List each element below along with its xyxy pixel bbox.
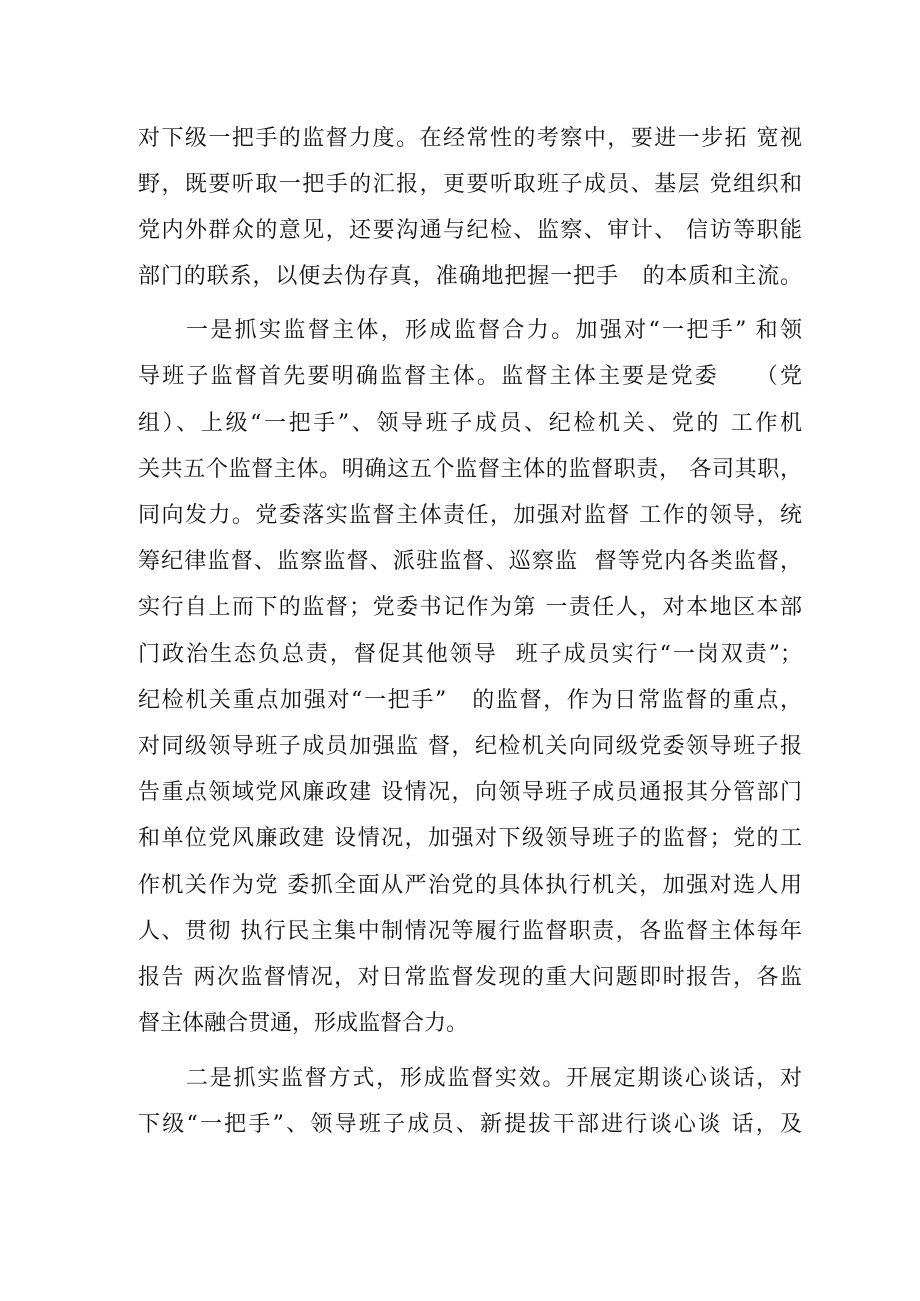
text-line: 人、贯彻 执行民主集中制情况等履行监督职责，各监督主体每年 (138, 919, 802, 944)
text-line: 筹纪律监督、监察监督、派驻监督、巡察监 督等党内各类监督， (138, 549, 802, 574)
text-line: 导班子监督首先要明确监督主体。监督主体主要是党委 （党 (138, 364, 802, 389)
text-line: 督主体融合贯通，形成监督合力。 (138, 1011, 469, 1036)
text-line: 部门的联系，以便去伪存真，准确地把握一把手 的本质和主流。 (138, 264, 802, 289)
text-line: 一是抓实监督主体，形成监督合力。加强对“一把手” 和领 (186, 318, 802, 343)
text-line: 党内外群众的意见，还要沟通与纪检、监察、审计、 信访等职能 (138, 218, 802, 243)
text-line: 门政治生态负总责，督促其他领导 班子成员实行“一岗双责”； (138, 642, 802, 667)
text-line: 同向发力。党委落实监督主体责任，加强对监督 工作的领导，统 (138, 503, 802, 528)
text-line: 组）、上级“一把手”、领导班子成员、纪检机关、党的 工作机 (138, 411, 802, 436)
text-line: 实行自上而下的监督；党委书记作为第 一责任人，对本地区本部 (138, 595, 802, 620)
text-line: 关共五个监督主体。明确这五个监督主体的监督职责， 各司其职， (138, 457, 802, 482)
text-line: 告重点领域党风廉政建 设情况，向领导班子成员通报其分管部门 (138, 780, 802, 805)
text-line: 报告 两次监督情况，对日常监督发现的重大问题即时报告，各监 (138, 965, 802, 990)
text-line: 对下级一把手的监督力度。在经常性的考察中，要进一步拓 宽视 (138, 126, 802, 151)
text-line: 野，既要听取一把手的汇报，更要听取班子成员、基层 党组织和 (138, 172, 802, 197)
text-line: 纪检机关重点加强对“一把手” 的监督，作为日常监督的重点， (138, 688, 802, 713)
text-line: 和单位党风廉政建 设情况，加强对下级领导班子的监督；党的工 (138, 826, 802, 851)
text-line: 二是抓实监督方式，形成监督实效。开展定期谈心谈话，对 (186, 1066, 802, 1091)
text-line: 下级“一把手”、领导班子成员、新提拔干部进行谈心谈 话，及 (138, 1112, 802, 1137)
text-line: 对同级领导班子成员加强监 督，纪检机关向同级党委领导班子报 (138, 734, 802, 759)
text-line: 作机关作为党 委抓全面从严治党的具体执行机关，加强对选人用 (138, 873, 802, 898)
